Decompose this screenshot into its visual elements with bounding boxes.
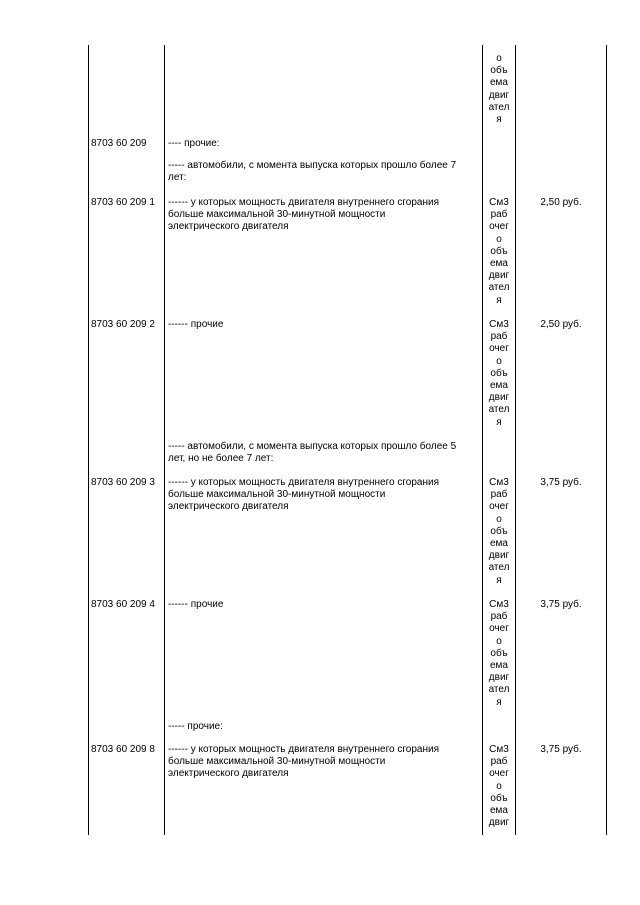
row-unit: См3 раб очег о объ ема двиг ател я: [488, 319, 510, 428]
row-rate: 3,75 руб.: [540, 477, 582, 488]
row-unit: См3 раб очег о объ ема двиг ател я: [488, 599, 510, 708]
row-description: ------ прочие: [168, 599, 224, 610]
table-border-right: [606, 45, 607, 835]
row-code: 8703 60 209 3: [91, 477, 155, 488]
table-border-left: [88, 45, 89, 835]
row-description: ----- автомобили, с момента выпуска которых прошло более 5 лет, но не более 7 лет:: [168, 441, 457, 465]
row-rate: 3,75 руб.: [540, 599, 582, 610]
row-description: ------ прочие: [168, 319, 224, 330]
row-code: 8703 60 209 8: [91, 744, 155, 755]
row-code: 8703 60 209: [91, 138, 147, 149]
row-description: ----- прочие:: [168, 721, 223, 732]
row-unit: См3 раб очег о объ ема двиг ател я: [488, 477, 510, 586]
row-rate: 2,50 руб.: [540, 197, 582, 208]
row-code: 8703 60 209 2: [91, 319, 155, 330]
row-description: ----- автомобили, с момента выпуска которых прошло более 7 лет:: [168, 160, 457, 184]
row-description: ------ у которых мощность двигателя внутреннего сгорания больше максимальной 30-минутной мощности электрического двигателя: [168, 477, 440, 513]
table-border-code: [164, 45, 165, 835]
row-rate: 2,50 руб.: [540, 319, 582, 330]
row-code: 8703 60 209 1: [91, 197, 155, 208]
continued-unit-cell: о объ ема двиг ател я: [488, 53, 510, 126]
row-description: ------ у которых мощность двигателя внутреннего сгорания больше максимальной 30-минутной мощности электрического двигателя: [168, 197, 440, 233]
row-description: ------ у которых мощность двигателя внутреннего сгорания больше максимальной 30-минутной мощности электрического двигателя: [168, 744, 440, 780]
row-rate: 3,75 руб.: [540, 744, 582, 755]
row-code: 8703 60 209 4: [91, 599, 155, 610]
table-border-unit: [515, 45, 516, 835]
table-border-desc: [482, 45, 483, 835]
row-unit: См3 раб очег о объ ема двиг: [488, 744, 510, 829]
row-description: ---- прочие:: [168, 138, 220, 149]
row-unit: См3 раб очег о объ ема двиг ател я: [488, 197, 510, 306]
